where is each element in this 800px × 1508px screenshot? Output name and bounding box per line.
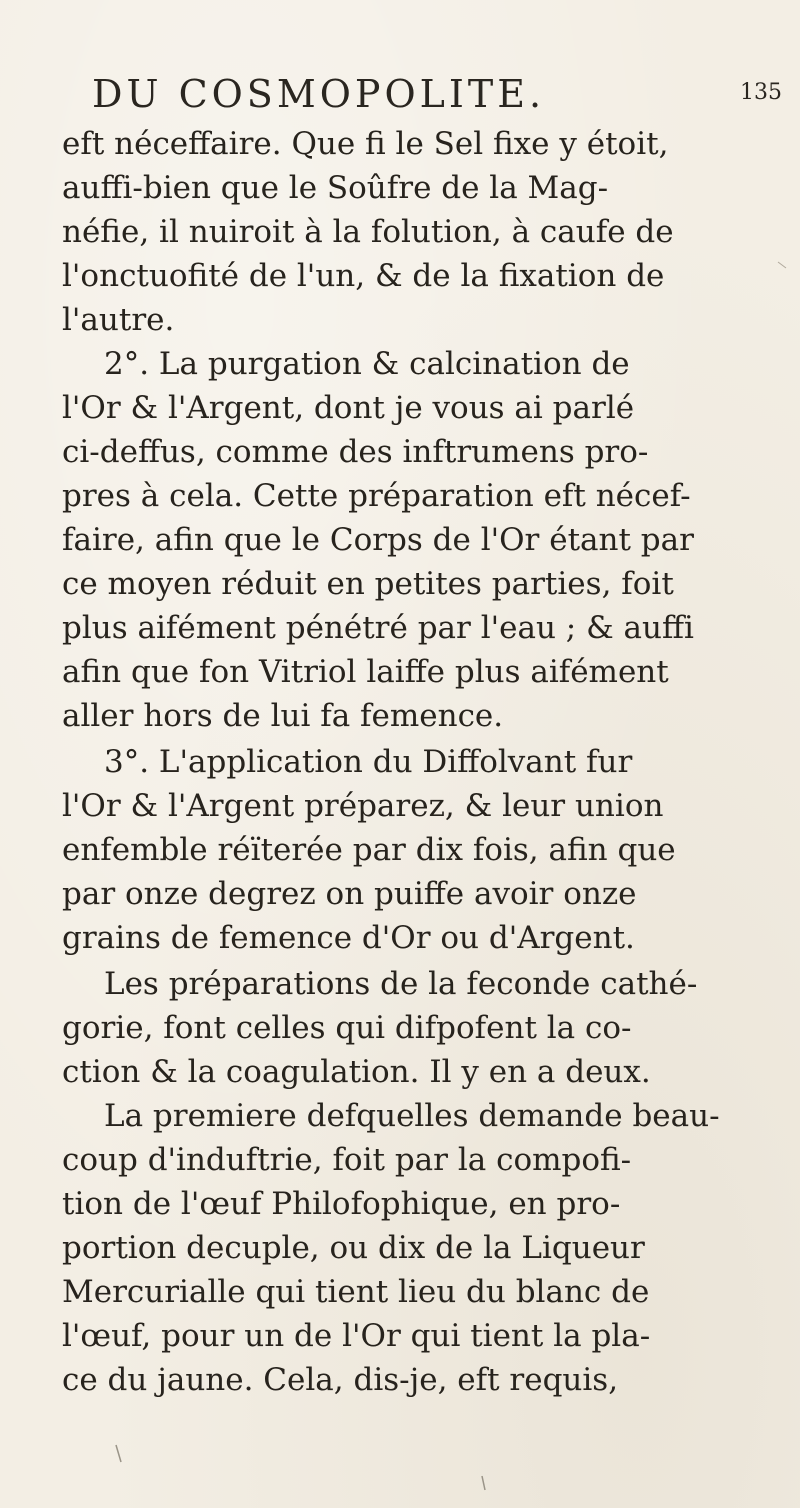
text-line: plus aifément pénétré par l'eau ; & auffi [62,610,694,646]
text-line: grains de femence d'Or ou d'Argent. [62,920,635,956]
text-line: l'œuf, pour un de l'Or qui tient la pla- [62,1318,651,1354]
paper-speck [116,1445,121,1462]
text-line: coup d'induftrie, foit par la compofi- [62,1142,632,1178]
text-line: gorie, font celles qui difpofent la co- [62,1010,632,1046]
text-line: l'autre. [62,302,175,338]
text-line: eft néceffaire. Que fi le Sel fixe y étoit, [62,126,669,162]
paper-speck [482,1476,485,1490]
text-line: enfemble réïterée par dix fois, afin que [62,832,676,868]
text-line: l'Or & l'Argent préparez, & leur union [62,788,664,824]
text-line: auffi-bien que le Soûfre de la Mag- [62,170,609,206]
text-line: Les préparations de la feconde cathé- [104,966,698,1002]
text-line: ction & la coagulation. Il y en a deux. [62,1054,651,1090]
text-line: l'onctuofité de l'un, & de la fixation de [62,258,665,294]
text-line: par onze degrez on puiffe avoir onze [62,876,637,912]
text-line: ci-deffus, comme des inftrumens pro- [62,434,649,470]
text-line: ce moyen réduit en petites parties, foit [62,566,674,602]
text-line: 2°. La purgation & calcination de [104,346,630,382]
paper-speck [778,262,786,268]
text-line: portion decuple, ou dix de la Liqueur [62,1230,645,1266]
text-line: aller hors de lui fa femence. [62,698,504,734]
text-line: tion de l'œuf Philofophique, en pro- [62,1186,621,1222]
text-line: 3°. L'application du Diffolvant fur [104,744,633,780]
running-title: DU COSMOPOLITE. [92,72,546,116]
text-line: néfie, il nuiroit à la folution, à caufe de [62,214,674,250]
text-line: faire, afin que le Corps de l'Or étant par [62,522,694,558]
text-line: afin que fon Vitriol laiffe plus aifément [62,654,669,690]
text-line: pres à cela. Cette préparation eft nécef- [62,478,691,514]
page-number: 135 [740,80,782,105]
text-line: La premiere defquelles demande beau- [104,1098,720,1134]
text-line: l'Or & l'Argent, dont je vous ai parlé [62,390,635,426]
text-line: ce du jaune. Cela, dis-je, eft requis, [62,1362,619,1398]
text-line: Mercurialle qui tient lieu du blanc de [62,1274,650,1310]
